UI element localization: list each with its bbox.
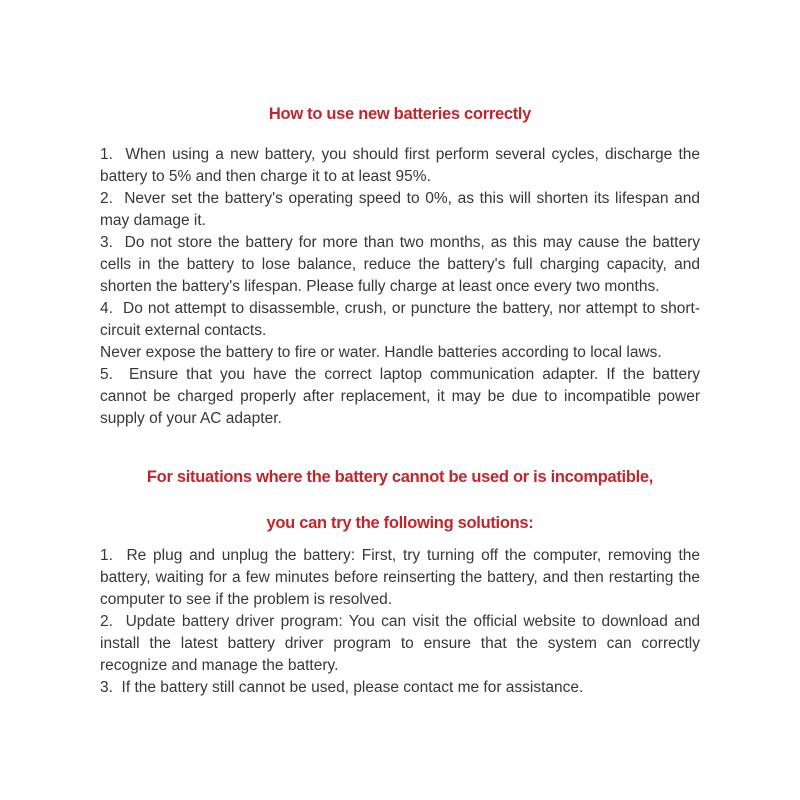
battery-usage-item-5: 5. Ensure that you have the correct laptop communication adapter. If the battery cannot be charged properly after replacement, it may be due to incompatible power supply of your AC adapter. — [100, 366, 700, 427]
solution-item-2: 2. Update battery driver program: You can visit the official website to download and install the latest battery driver program to ensure that the system can correctly recognize and manage the battery. — [100, 613, 700, 674]
solution-item-3: 3. If the battery still cannot be used, please contact me for assistance. — [100, 679, 584, 696]
battery-usage-item-3: 3. Do not store the battery for more than two months, as this may cause the battery cells in the battery to lose balance, reduce the battery's full charging capacity, and shorten the battery's lifespan. Please fully charge at least once every two months. — [100, 234, 700, 295]
section1-body — [100, 144, 700, 430]
document-page — [100, 0, 700, 699]
battery-usage-item-2: 2. Never set the battery's operating speed to 0%, as this will shorten its lifespan and may damage it. — [100, 190, 700, 229]
battery-usage-item-4: 4. Do not attempt to disassemble, crush, or puncture the battery, nor attempt to short-circuit external contacts. — [100, 300, 700, 339]
battery-usage-item-1: 1. When using a new battery, you should first perform several cycles, discharge the battery to 5% and then charge it to at least 95%. — [100, 146, 700, 185]
solution-item-1: 1. Re plug and unplug the battery: First, try turning off the computer, removing the battery, waiting for a few minutes before reinserting the battery, and then restarting the computer to see if the problem is resolved. — [100, 547, 700, 608]
battery-safety-note: Never expose the battery to fire or water. Handle batteries according to local laws. — [100, 344, 662, 361]
section2-title-line1: For situations where the battery cannot be used or is incompatible, — [146, 468, 654, 486]
section2-title-line2: you can try the following solutions: — [266, 514, 534, 532]
section1-title: How to use new batteries correctly — [268, 105, 532, 123]
section2-body — [100, 545, 700, 699]
